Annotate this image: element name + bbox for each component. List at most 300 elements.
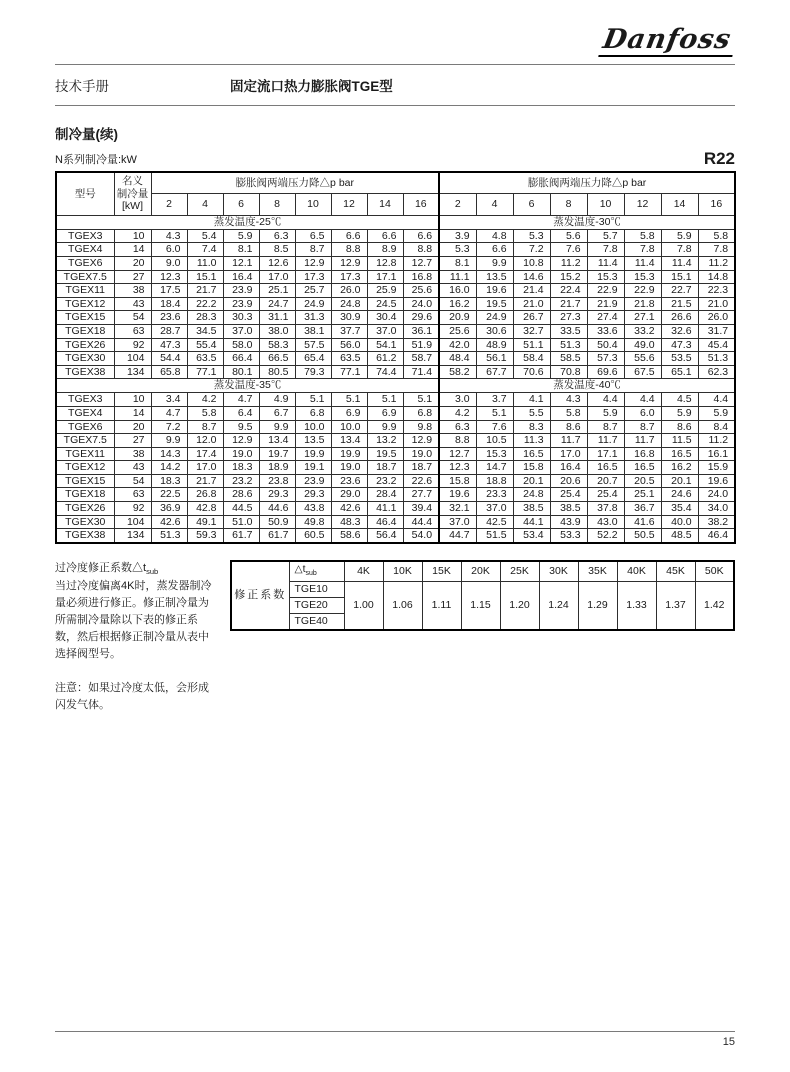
- capacity-row: [56, 243, 735, 257]
- capacity-cell: 51.0: [223, 515, 259, 529]
- capacity-cell: 29.6: [403, 311, 439, 325]
- model-cell: TGEX6: [56, 256, 114, 270]
- capacity-cell: 51.9: [403, 338, 439, 352]
- correction-value-cell: 1.33: [617, 581, 656, 630]
- capacity-cell: 31.1: [259, 311, 295, 325]
- capacity-cell: 23.8: [259, 474, 295, 488]
- capacity-cell: 16.5: [624, 461, 661, 475]
- capacity-cell: 32.1: [439, 502, 476, 516]
- capacity-cell: 32.6: [661, 324, 698, 338]
- capacity-cell: 38.1: [295, 324, 331, 338]
- capacity-cell: 66.5: [259, 352, 295, 366]
- pressure-drop-header-right: 膨胀阀两端压力降△p bar: [439, 172, 735, 194]
- capacity-cell: 22.9: [624, 284, 661, 298]
- capacity-cell: 4.7: [151, 406, 187, 420]
- capacity-cell: 42.6: [331, 502, 367, 516]
- capacity-cell: 10.0: [331, 420, 367, 434]
- capacity-cell: 60.5: [295, 529, 331, 543]
- capacity-row: [56, 474, 735, 488]
- capacity-cell: 16.1: [698, 447, 735, 461]
- pressure-col-label: 16: [403, 194, 439, 215]
- capacity-cell: 4.9: [259, 393, 295, 407]
- capacity-cell: 4.3: [151, 229, 187, 243]
- capacity-cell: 37.0: [476, 502, 513, 516]
- capacity-row: [56, 284, 735, 298]
- capacity-cell: 6.6: [403, 229, 439, 243]
- capacity-cell: 46.4: [367, 515, 403, 529]
- capacity-cell: 77.1: [331, 365, 367, 379]
- capacity-cell: 10.8: [513, 256, 550, 270]
- capacity-cell: 23.9: [223, 284, 259, 298]
- capacity-cell: 21.0: [513, 297, 550, 311]
- capacity-cell: 17.5: [151, 284, 187, 298]
- capacity-cell: 3.7: [476, 393, 513, 407]
- pressure-cols-row: [56, 194, 735, 215]
- capacity-cell: 31.7: [698, 324, 735, 338]
- capacity-cell: 53.4: [513, 529, 550, 543]
- page-number: 15: [722, 1036, 735, 1048]
- capacity-cell: 39.4: [403, 502, 439, 516]
- nominal-capacity-cell: 38: [114, 284, 151, 298]
- capacity-cell: 6.3: [259, 229, 295, 243]
- capacity-cell: 44.7: [439, 529, 476, 543]
- capacity-cell: 55.6: [624, 352, 661, 366]
- capacity-cell: 22.4: [550, 284, 587, 298]
- capacity-cell: 25.6: [403, 284, 439, 298]
- capacity-cell: 29.0: [331, 488, 367, 502]
- capacity-cell: 11.0: [187, 256, 223, 270]
- evap-temp-band-row: [56, 379, 735, 393]
- nominal-capacity-cell: 104: [114, 352, 151, 366]
- capacity-cell: 23.6: [331, 474, 367, 488]
- correction-header-row: [231, 561, 734, 582]
- capacity-row: [56, 352, 735, 366]
- capacity-cell: 6.8: [295, 406, 331, 420]
- capacity-cell: 45.4: [698, 338, 735, 352]
- capacity-cell: 50.4: [587, 338, 624, 352]
- capacity-cell: 40.0: [661, 515, 698, 529]
- capacity-cell: 51.3: [698, 352, 735, 366]
- capacity-cell: 16.4: [223, 270, 259, 284]
- capacity-row: [56, 488, 735, 502]
- capacity-cell: 49.8: [295, 515, 331, 529]
- capacity-cell: 13.4: [259, 434, 295, 448]
- capacity-cell: 33.6: [587, 324, 624, 338]
- nominal-capacity-cell: 20: [114, 256, 151, 270]
- capacity-cell: 24.0: [403, 297, 439, 311]
- capacity-cell: 79.3: [295, 365, 331, 379]
- capacity-cell: 16.4: [550, 461, 587, 475]
- capacity-cell: 16.0: [439, 284, 476, 298]
- capacity-cell: 37.0: [223, 324, 259, 338]
- nominal-capacity-cell: 92: [114, 502, 151, 516]
- capacity-cell: 3.4: [151, 393, 187, 407]
- correction-value-cell: 1.20: [500, 581, 539, 630]
- capacity-cell: 5.3: [439, 243, 476, 257]
- capacity-cell: 51.3: [151, 529, 187, 543]
- model-cell: TGEX11: [56, 447, 114, 461]
- capacity-cell: 25.4: [587, 488, 624, 502]
- subcooling-col-label: 50K: [695, 561, 734, 582]
- capacity-cell: 13.5: [476, 270, 513, 284]
- capacity-cell: 21.8: [624, 297, 661, 311]
- nominal-capacity-cell: 54: [114, 474, 151, 488]
- pressure-col-label: 4: [476, 194, 513, 215]
- section-title: 制冷量(续): [55, 127, 118, 142]
- nominal-capacity-cell: 54: [114, 311, 151, 325]
- capacity-cell: 9.0: [151, 256, 187, 270]
- correction-value-cell: 1.29: [578, 581, 617, 630]
- correction-value-cell: 1.42: [695, 581, 734, 630]
- model-cell: TGEX26: [56, 338, 114, 352]
- capacity-cell: 7.8: [661, 243, 698, 257]
- capacity-cell: 43.9: [550, 515, 587, 529]
- refrigerant-label: R22: [703, 149, 735, 168]
- capacity-cell: 58.6: [331, 529, 367, 543]
- capacity-cell: 17.0: [259, 270, 295, 284]
- capacity-cell: 18.7: [367, 461, 403, 475]
- capacity-cell: 5.8: [624, 229, 661, 243]
- capacity-cell: 51.5: [476, 529, 513, 543]
- model-cell: TGEX15: [56, 474, 114, 488]
- model-cell: TGEX3: [56, 229, 114, 243]
- series-capacity-label: N系列制冷量:kW: [55, 154, 137, 166]
- capacity-cell: 17.4: [187, 447, 223, 461]
- capacity-cell: 15.8: [513, 461, 550, 475]
- capacity-cell: 23.2: [223, 474, 259, 488]
- capacity-cell: 17.0: [187, 461, 223, 475]
- capacity-cell: 5.9: [698, 406, 735, 420]
- section-subheader: [55, 150, 735, 167]
- capacity-cell: 69.6: [587, 365, 624, 379]
- capacity-cell: 5.4: [187, 229, 223, 243]
- correction-row: [231, 581, 734, 597]
- capacity-cell: 65.1: [661, 365, 698, 379]
- capacity-cell: 8.7: [187, 420, 223, 434]
- capacity-cell: 8.8: [403, 243, 439, 257]
- capacity-cell: 50.9: [259, 515, 295, 529]
- col-header-model: 型号: [56, 172, 114, 215]
- capacity-cell: 37.7: [331, 324, 367, 338]
- logo-area: [55, 26, 735, 64]
- nominal-capacity-cell: 27: [114, 270, 151, 284]
- capacity-cell: 28.4: [367, 488, 403, 502]
- capacity-cell: 24.5: [367, 297, 403, 311]
- capacity-table: [55, 171, 736, 544]
- capacity-cell: 11.4: [587, 256, 624, 270]
- capacity-cell: 23.9: [223, 297, 259, 311]
- capacity-cell: 17.1: [367, 270, 403, 284]
- capacity-cell: 8.3: [513, 420, 550, 434]
- capacity-cell: 17.3: [331, 270, 367, 284]
- capacity-cell: 5.1: [331, 393, 367, 407]
- capacity-cell: 26.7: [513, 311, 550, 325]
- capacity-cell: 32.7: [513, 324, 550, 338]
- capacity-cell: 35.4: [661, 502, 698, 516]
- model-cell: TGEX12: [56, 297, 114, 311]
- capacity-cell: 8.1: [439, 256, 476, 270]
- capacity-cell: 58.0: [223, 338, 259, 352]
- model-cell: TGEX4: [56, 243, 114, 257]
- capacity-cell: 53.3: [550, 529, 587, 543]
- capacity-cell: 7.6: [550, 243, 587, 257]
- capacity-cell: 7.2: [151, 420, 187, 434]
- capacity-cell: 46.4: [698, 529, 735, 543]
- pressure-col-label: 14: [367, 194, 403, 215]
- evap-temp-right-label: 蒸发温度-40℃: [439, 379, 735, 393]
- capacity-cell: 5.9: [587, 406, 624, 420]
- capacity-cell: 53.5: [661, 352, 698, 366]
- capacity-cell: 65.4: [295, 352, 331, 366]
- capacity-cell: 21.7: [187, 474, 223, 488]
- model-cell: TGEX7.5: [56, 270, 114, 284]
- capacity-cell: 14.3: [151, 447, 187, 461]
- capacity-cell: 20.7: [587, 474, 624, 488]
- capacity-cell: 9.9: [259, 420, 295, 434]
- capacity-cell: 21.0: [698, 297, 735, 311]
- subcooling-col-label: 10K: [383, 561, 422, 582]
- capacity-cell: 19.9: [295, 447, 331, 461]
- nominal-capacity-cell: 10: [114, 229, 151, 243]
- capacity-cell: 19.0: [403, 447, 439, 461]
- capacity-cell: 7.4: [187, 243, 223, 257]
- capacity-cell: 41.6: [624, 515, 661, 529]
- capacity-cell: 12.6: [259, 256, 295, 270]
- capacity-row: [56, 297, 735, 311]
- capacity-cell: 16.5: [587, 461, 624, 475]
- capacity-cell: 19.1: [295, 461, 331, 475]
- capacity-cell: 62.3: [698, 365, 735, 379]
- capacity-cell: 25.1: [624, 488, 661, 502]
- capacity-cell: 38.0: [259, 324, 295, 338]
- capacity-cell: 20.1: [513, 474, 550, 488]
- capacity-cell: 4.1: [513, 393, 550, 407]
- pressure-col-label: 16: [698, 194, 735, 215]
- capacity-cell: 16.8: [624, 447, 661, 461]
- capacity-cell: 38.2: [698, 515, 735, 529]
- capacity-cell: 19.7: [259, 447, 295, 461]
- bottom-section: [55, 560, 735, 714]
- capacity-cell: 9.9: [367, 420, 403, 434]
- capacity-cell: 51.1: [513, 338, 550, 352]
- capacity-cell: 71.4: [403, 365, 439, 379]
- model-cell: TGEX30: [56, 515, 114, 529]
- capacity-cell: 11.2: [550, 256, 587, 270]
- pressure-col-label: 8: [550, 194, 587, 215]
- capacity-cell: 23.2: [367, 474, 403, 488]
- capacity-cell: 37.8: [587, 502, 624, 516]
- capacity-cell: 4.3: [550, 393, 587, 407]
- capacity-cell: 42.6: [151, 515, 187, 529]
- nominal-capacity-cell: 134: [114, 529, 151, 543]
- model-cell: TGEX15: [56, 311, 114, 325]
- model-cell: TGEX3: [56, 393, 114, 407]
- capacity-cell: 11.3: [513, 434, 550, 448]
- capacity-cell: 5.7: [587, 229, 624, 243]
- valve-series-cell: TGE40: [289, 613, 344, 630]
- correction-value-cell: 1.37: [656, 581, 695, 630]
- model-cell: TGEX18: [56, 324, 114, 338]
- capacity-cell: 37.0: [367, 324, 403, 338]
- capacity-cell: 12.7: [403, 256, 439, 270]
- capacity-row: [56, 393, 735, 407]
- subcooling-col-label: 15K: [422, 561, 461, 582]
- pressure-col-label: 14: [661, 194, 698, 215]
- capacity-cell: 48.9: [476, 338, 513, 352]
- capacity-row: [56, 434, 735, 448]
- capacity-cell: 4.4: [587, 393, 624, 407]
- capacity-cell: 5.6: [550, 229, 587, 243]
- subcooling-col-label: 35K: [578, 561, 617, 582]
- capacity-cell: 16.5: [513, 447, 550, 461]
- capacity-cell: 58.5: [550, 352, 587, 366]
- capacity-cell: 5.8: [187, 406, 223, 420]
- capacity-cell: 42.5: [476, 515, 513, 529]
- capacity-cell: 13.2: [367, 434, 403, 448]
- capacity-cell: 13.5: [295, 434, 331, 448]
- capacity-cell: 63.5: [331, 352, 367, 366]
- capacity-cell: 15.9: [698, 461, 735, 475]
- capacity-cell: 7.8: [587, 243, 624, 257]
- capacity-cell: 12.9: [295, 256, 331, 270]
- capacity-cell: 8.4: [698, 420, 735, 434]
- capacity-cell: 57.3: [587, 352, 624, 366]
- capacity-cell: 15.1: [661, 270, 698, 284]
- capacity-cell: 7.8: [624, 243, 661, 257]
- model-cell: TGEX6: [56, 420, 114, 434]
- capacity-cell: 15.2: [550, 270, 587, 284]
- capacity-cell: 74.4: [367, 365, 403, 379]
- capacity-cell: 80.5: [259, 365, 295, 379]
- capacity-cell: 8.5: [259, 243, 295, 257]
- capacity-row: [56, 365, 735, 379]
- capacity-cell: 65.8: [151, 365, 187, 379]
- capacity-cell: 28.6: [223, 488, 259, 502]
- correction-label-cell: 修正系数: [231, 561, 289, 630]
- capacity-cell: 23.9: [295, 474, 331, 488]
- capacity-cell: 21.9: [587, 297, 624, 311]
- capacity-row: [56, 406, 735, 420]
- capacity-cell: 6.6: [331, 229, 367, 243]
- capacity-cell: 22.9: [587, 284, 624, 298]
- pressure-col-label: 6: [513, 194, 550, 215]
- capacity-cell: 24.7: [259, 297, 295, 311]
- nominal-capacity-cell: 104: [114, 515, 151, 529]
- capacity-cell: 30.9: [331, 311, 367, 325]
- capacity-cell: 6.6: [476, 243, 513, 257]
- notes-body: 当过冷度偏离4K时，蒸发器制冷量必须进行修正。修正制冷量为所需制冷量除以下表的修正系数，然后根据修正制冷量从表中选择阀型号。: [55, 579, 212, 660]
- capacity-cell: 20.6: [550, 474, 587, 488]
- capacity-row: [56, 338, 735, 352]
- capacity-cell: 61.2: [367, 352, 403, 366]
- capacity-cell: 18.3: [151, 474, 187, 488]
- capacity-cell: 36.1: [403, 324, 439, 338]
- capacity-cell: 8.8: [439, 434, 476, 448]
- capacity-cell: 67.5: [624, 365, 661, 379]
- nominal-capacity-cell: 38: [114, 447, 151, 461]
- capacity-cell: 24.8: [513, 488, 550, 502]
- capacity-cell: 27.4: [587, 311, 624, 325]
- capacity-cell: 11.7: [550, 434, 587, 448]
- capacity-cell: 44.4: [403, 515, 439, 529]
- capacity-cell: 14.8: [698, 270, 735, 284]
- evap-temp-left-label: 蒸发温度-25℃: [56, 215, 439, 229]
- subcooling-col-label: 45K: [656, 561, 695, 582]
- capacity-row: [56, 529, 735, 543]
- capacity-cell: 48.3: [331, 515, 367, 529]
- capacity-cell: 4.8: [476, 229, 513, 243]
- capacity-cell: 23.6: [151, 311, 187, 325]
- capacity-cell: 9.9: [151, 434, 187, 448]
- capacity-row: [56, 515, 735, 529]
- capacity-cell: 4.2: [439, 406, 476, 420]
- capacity-cell: 44.1: [513, 515, 550, 529]
- capacity-cell: 58.7: [403, 352, 439, 366]
- capacity-cell: 19.0: [331, 461, 367, 475]
- nominal-capacity-cell: 63: [114, 324, 151, 338]
- capacity-cell: 4.5: [661, 393, 698, 407]
- capacity-cell: 8.7: [295, 243, 331, 257]
- capacity-cell: 42.8: [187, 502, 223, 516]
- subcooling-col-label: 25K: [500, 561, 539, 582]
- capacity-cell: 4.2: [187, 393, 223, 407]
- capacity-cell: 66.4: [223, 352, 259, 366]
- capacity-cell: 12.0: [187, 434, 223, 448]
- capacity-row: [56, 324, 735, 338]
- capacity-cell: 51.3: [550, 338, 587, 352]
- capacity-cell: 12.7: [439, 447, 476, 461]
- capacity-cell: 61.7: [259, 529, 295, 543]
- capacity-cell: 56.4: [367, 529, 403, 543]
- capacity-cell: 54.0: [403, 529, 439, 543]
- capacity-cell: 15.1: [187, 270, 223, 284]
- model-cell: TGEX30: [56, 352, 114, 366]
- capacity-cell: 25.7: [295, 284, 331, 298]
- capacity-cell: 11.4: [624, 256, 661, 270]
- capacity-cell: 16.5: [661, 447, 698, 461]
- capacity-cell: 6.8: [403, 406, 439, 420]
- capacity-cell: 18.8: [476, 474, 513, 488]
- capacity-cell: 19.6: [439, 488, 476, 502]
- capacity-cell: 5.9: [223, 229, 259, 243]
- capacity-row: [56, 447, 735, 461]
- capacity-cell: 12.9: [403, 434, 439, 448]
- capacity-cell: 63.5: [187, 352, 223, 366]
- nominal-capacity-cell: 14: [114, 406, 151, 420]
- header-rule-bottom: [55, 105, 735, 106]
- model-cell: TGEX12: [56, 461, 114, 475]
- capacity-cell: 17.1: [587, 447, 624, 461]
- capacity-cell: 20.5: [624, 474, 661, 488]
- capacity-cell: 22.5: [151, 488, 187, 502]
- capacity-cell: 14.2: [151, 461, 187, 475]
- capacity-cell: 24.8: [331, 297, 367, 311]
- capacity-cell: 12.9: [223, 434, 259, 448]
- capacity-cell: 19.5: [367, 447, 403, 461]
- pressure-col-label: 12: [331, 194, 367, 215]
- capacity-cell: 7.2: [513, 243, 550, 257]
- nominal-capacity-cell: 43: [114, 297, 151, 311]
- capacity-cell: 26.8: [187, 488, 223, 502]
- capacity-cell: 26.0: [331, 284, 367, 298]
- capacity-cell: 15.3: [476, 447, 513, 461]
- capacity-cell: 27.7: [403, 488, 439, 502]
- correction-value-cell: 1.00: [344, 581, 383, 630]
- capacity-cell: 6.9: [331, 406, 367, 420]
- capacity-cell: 23.3: [476, 488, 513, 502]
- capacity-cell: 25.4: [550, 488, 587, 502]
- subcooling-notes: [55, 560, 230, 714]
